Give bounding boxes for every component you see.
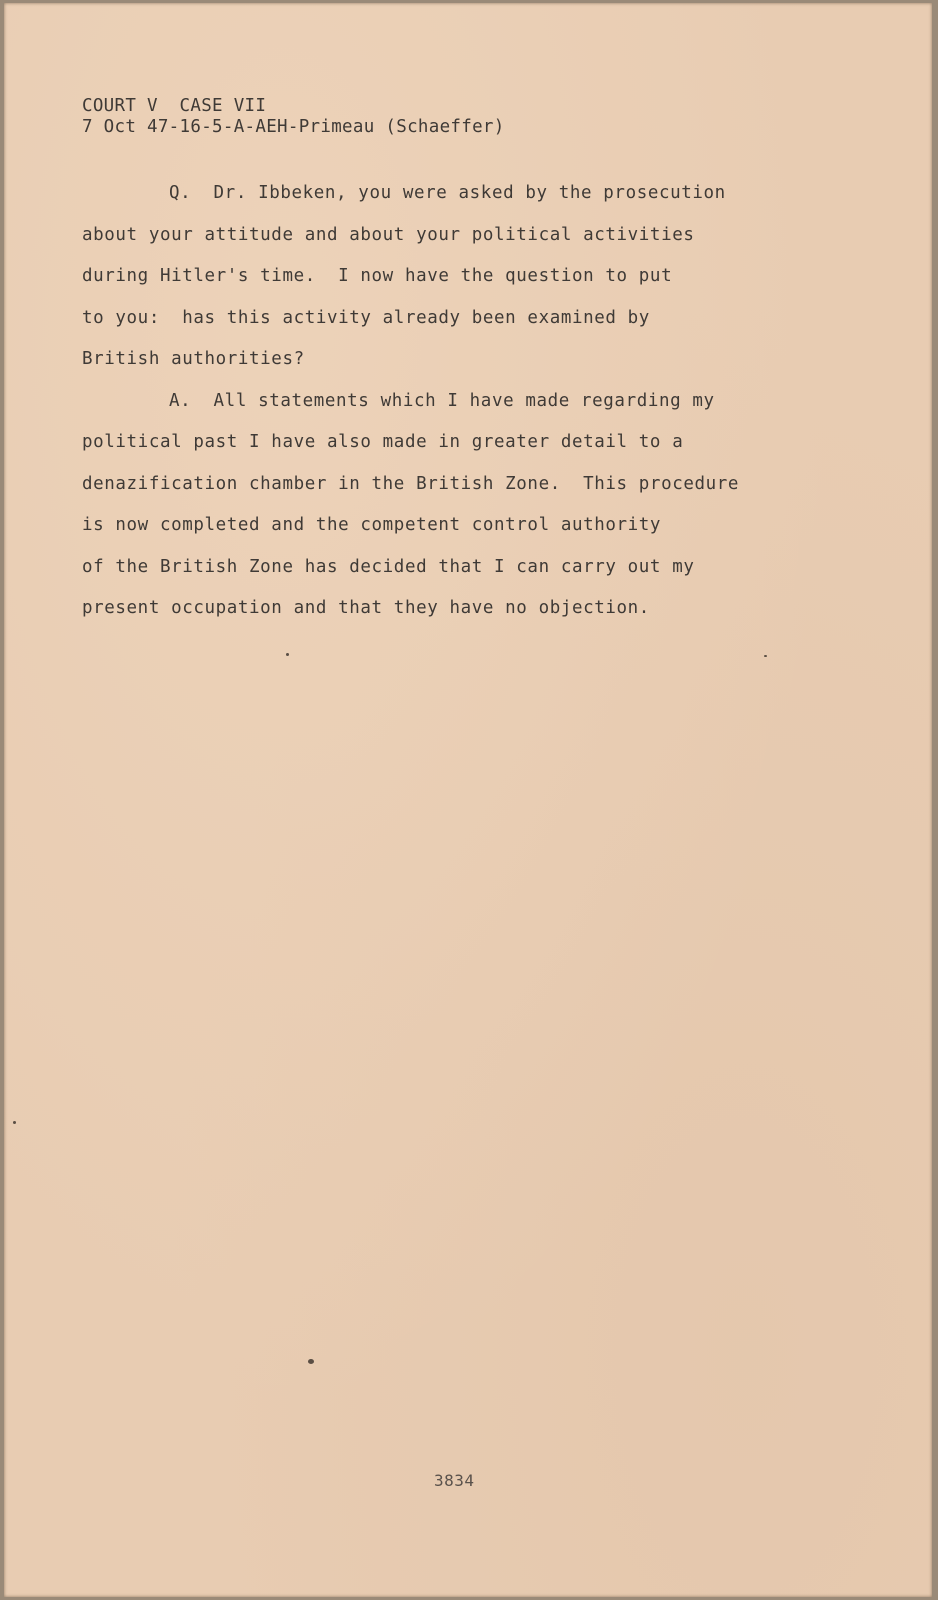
page-number: 3834 bbox=[434, 1471, 475, 1490]
paper-speck bbox=[764, 655, 767, 657]
paper-speck bbox=[308, 1359, 314, 1364]
answer-line: denazification chamber in the British Zone. This procedure bbox=[82, 473, 740, 494]
question-line: British authorities? bbox=[82, 349, 305, 369]
court-case-label: COURT V CASE VII bbox=[82, 96, 267, 116]
answer-line: is now completed and the competent control authority bbox=[82, 515, 662, 535]
document-page bbox=[4, 3, 932, 1597]
question-line: to you: has this activity already been examined by bbox=[82, 307, 650, 328]
question-line: about your attitude and about your political activities bbox=[82, 224, 695, 245]
paper-speck bbox=[286, 653, 289, 656]
transcript-body bbox=[82, 173, 842, 630]
answer-line: A. All statements which I have made regarding my bbox=[169, 390, 715, 411]
answer-line: political past I have also made in greater detail to a bbox=[82, 432, 684, 452]
question-line: during Hitler's time. I now have the question to put bbox=[82, 266, 673, 286]
answer-line: of the British Zone has decided that I can carry out my bbox=[82, 556, 695, 577]
transcript-reference: 7 Oct 47-16-5-A-AEH-Primeau (Schaeffer) bbox=[82, 117, 505, 137]
case-header bbox=[82, 96, 505, 138]
paper-speck bbox=[13, 1121, 16, 1124]
answer-line: present occupation and that they have no objection. bbox=[82, 598, 650, 618]
question-line: Q. Dr. Ibbeken, you were asked by the prosecution bbox=[169, 183, 726, 203]
